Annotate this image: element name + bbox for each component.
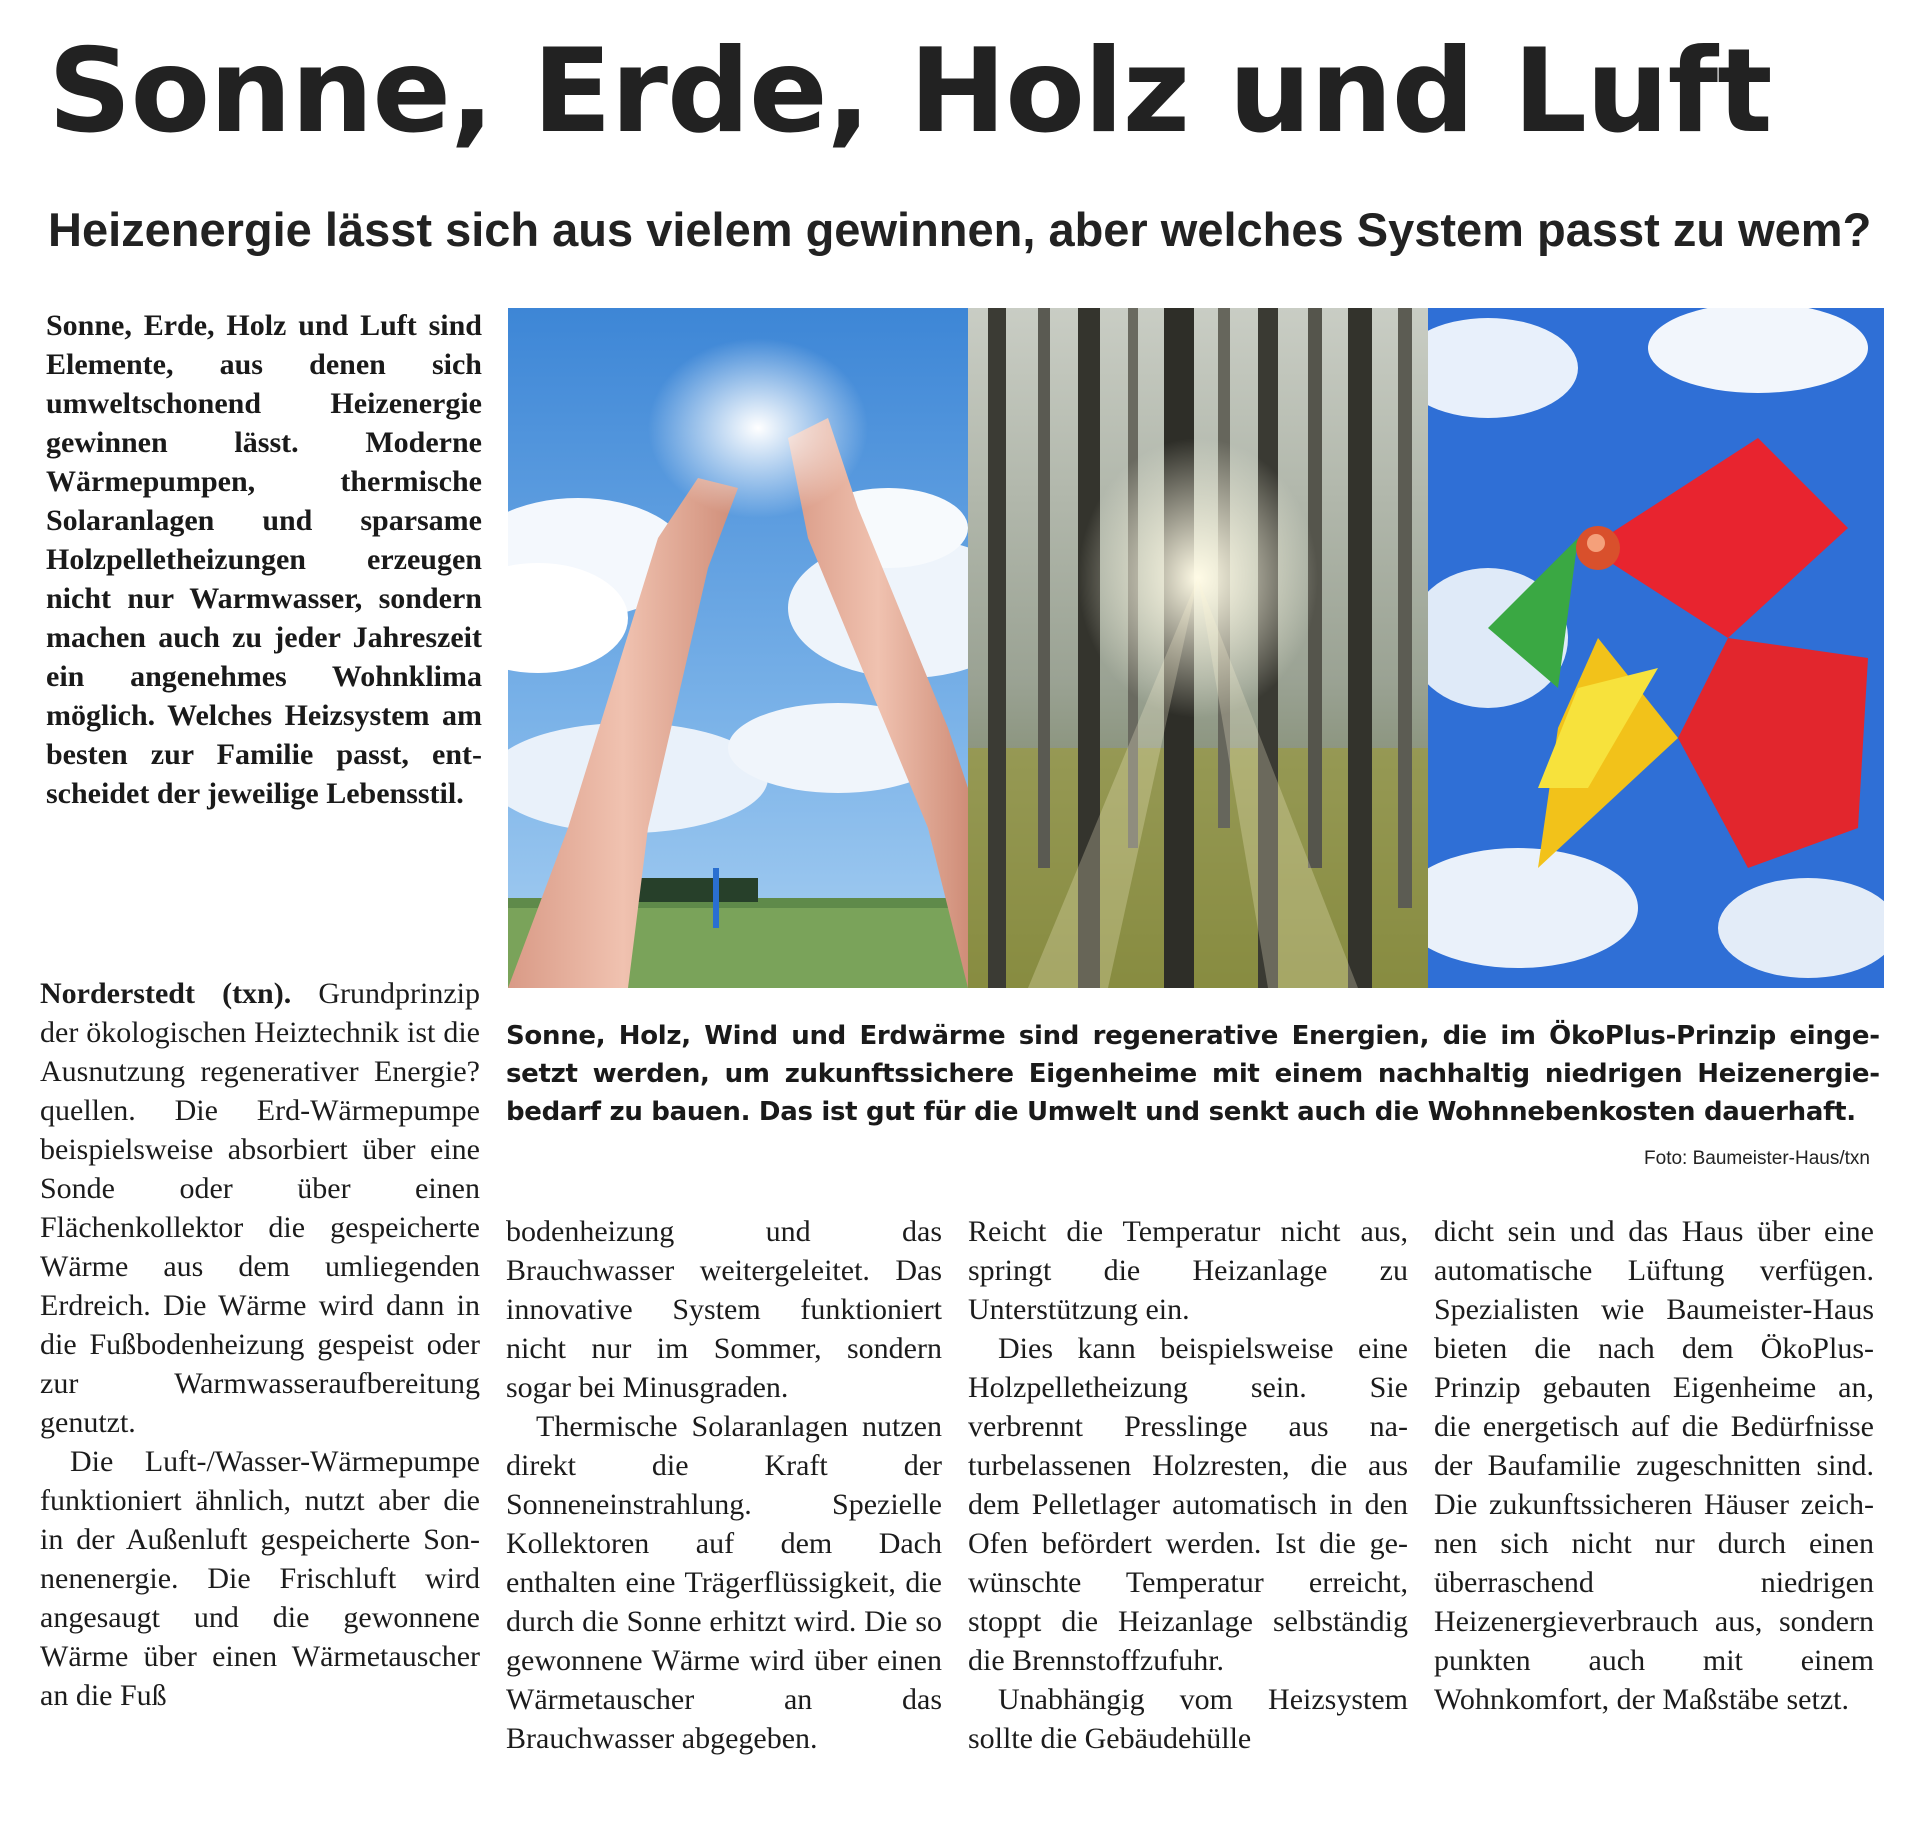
body-paragraph xyxy=(40,974,480,1442)
subheadline: Heizenergie lässt sich aus vielem gewinnen, aber welches System passt zu wem? xyxy=(48,203,1872,256)
body-paragraph: Dies kann beispielsweise eine Holzpelletheizung sein. Sie verbrennt Presslinge aus naturbelassenen Holzresten, die aus dem Pelletlager automatisch in den Ofen befördert werden. Ist die gewünschte Temperatur erreicht, stoppt die Heizanlage selbständig die Brennstoffzufuhr. xyxy=(968,1332,1408,1677)
body-paragraph: Reicht die Temperatur nicht aus, springt die Heizanlage zu Unterstützung ein. xyxy=(968,1215,1408,1326)
body-column-4 xyxy=(1434,1212,1874,1719)
body-column-1 xyxy=(40,974,480,1715)
body-paragraph: bodenheizung und das Brauchwasser weitergeleitet. Das innovative System funktioniert nicht nur im Sommer, sondern sogar bei Minusgraden. xyxy=(506,1215,942,1404)
forest-sunlight-photo xyxy=(968,308,1428,988)
body-paragraph: Unabhängig vom Heizsystem sollte die Gebäudehülle xyxy=(968,1683,1408,1755)
body-paragraph: Thermische Solaranlagen nutzen direkt die Kraft der Sonneneinstrahlung. Spezielle Kollektoren auf dem Dach enthalten eine Trägerflüssigkeit, die durch die Sonne erhitzt wird. Die so gewonnene Wärme wird über einen Wärmetauscher an das Brauchwasser abgegeben. xyxy=(506,1410,942,1755)
body-column-2 xyxy=(506,1212,942,1758)
photo-strip xyxy=(508,308,1884,988)
photo-credit: Foto: Baumeister-Haus/txn xyxy=(1644,1148,1870,1169)
body-text: Grundprinzip der ökologischen Heiztechnik ist die Ausnutzung regenerativer Energie?quellen. Die Erd-Wärmepumpe beispielsweise absorbiert über eine Sonde oder über einen Flächenkollektor die gespeicherte Wärme aus dem umliegenden Erdreich. Die Wärme wird dann in die Fußbodenheizung gespeist oder zur Warmwasseraufbereitung genutzt. xyxy=(40,977,480,1439)
body-column-3 xyxy=(968,1212,1408,1758)
photo-caption: Sonne, Holz, Wind und Erdwärme sind regenerative Energien, die im ÖkoPlus-Prinzip eingesetzt werden, um zukunftssichere Eigenheime mit einem nachhaltig niedrigen Heizenergiebedarf zu bauen. Das ist gut für die Umwelt und senkt auch die Wohnnebenkosten dauerhaft. xyxy=(506,1021,1880,1127)
hands-sky-photo xyxy=(508,308,968,988)
dateline: Norderstedt (txn). xyxy=(40,977,292,1010)
lead-paragraph: Sonne, Erde, Holz und Luft sind Elemente, aus denen sich umweltschonend Heizenergie gewinnen lässt. Moderne Wärmepumpen, thermische Solaranlagen und sparsame Holzpelletheizungen erzeugen nicht nur Warmwasser, sondern machen auch zu jeder Jahreszeit ein angenehmes Wohnklima möglich. Welches Heizsystem am besten zur Familie passt, entscheidet der jeweilige Lebensstil. xyxy=(46,309,482,810)
pinwheel-photo xyxy=(1428,308,1884,988)
body-paragraph: dicht sein und das Haus über eine automatische Lüftung verfügen. Spezialisten wie Baumeister-Haus bieten die nach dem ÖkoPlus-Prinzip gebauten Eigenheime an, die energetisch auf die Bedürfnisse der Baufamilie zugeschnitten sind. Die zukunftssicheren Häuser zeichnen sich nicht nur durch einen überraschend niedrigen Heizenergieverbrauch aus, sondern punkten auch mit einem Wohnkomfort, der Maßstäbe setzt. xyxy=(1434,1215,1874,1716)
body-paragraph: Die Luft-/Wasser-Wärmepumpe funktioniert ähnlich, nutzt aber die in der Außenluft gespeicherte Sonnenenergie. Die Frischluft wird angesaugt und die gewonnene Wärme über einen Wärmetauscher an die Fuß xyxy=(40,1445,480,1712)
headline: Sonne, Erde, Holz und Luft xyxy=(48,24,1772,159)
